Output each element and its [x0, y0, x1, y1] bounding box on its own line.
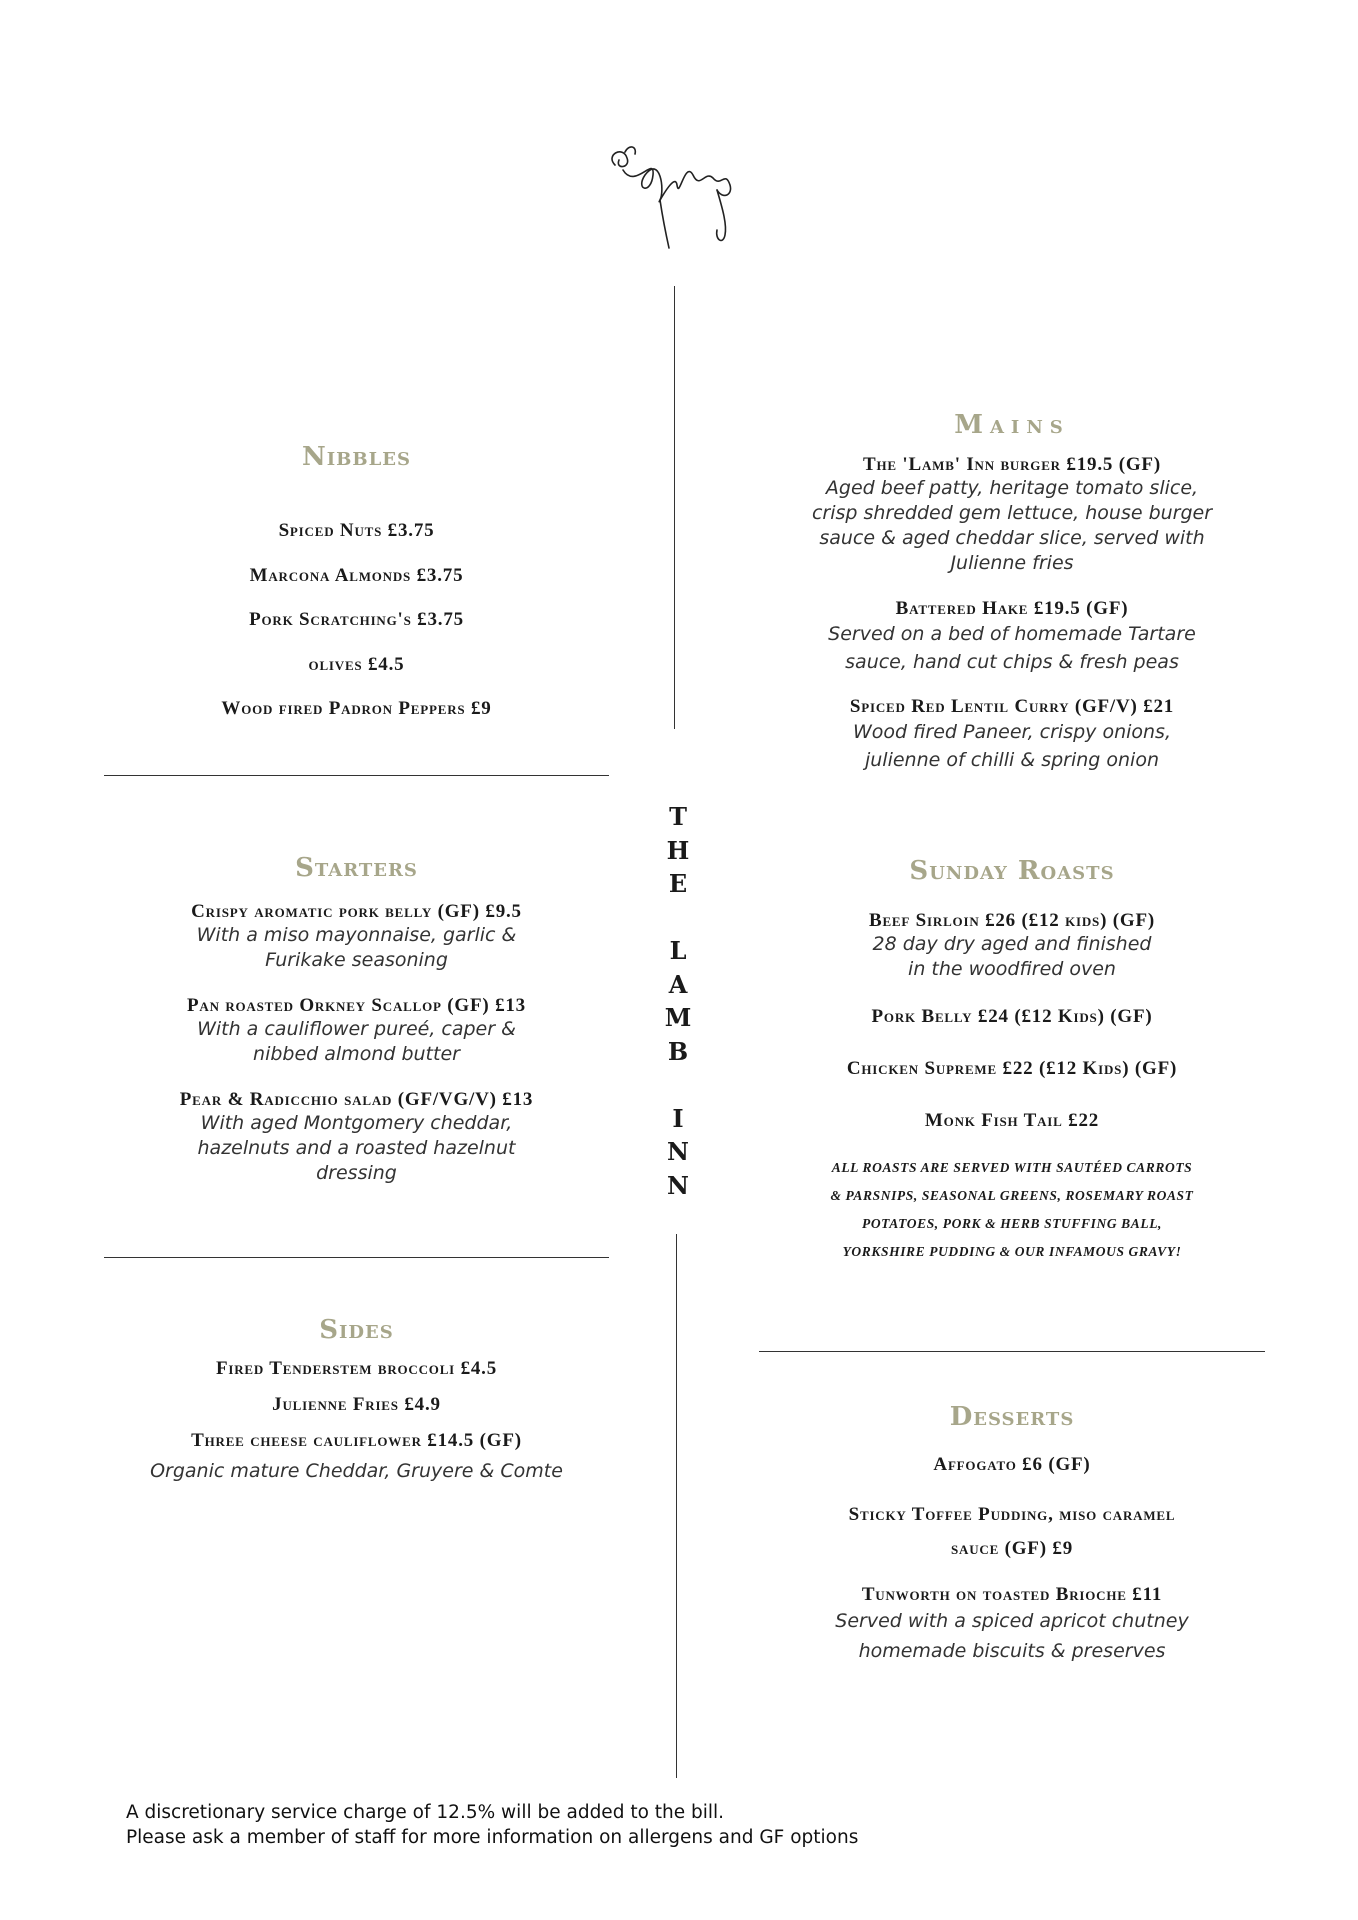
menu-item-title: Tunworth on toasted Brioche £11 — [861, 1584, 1163, 1605]
divider-vertical-bottom — [676, 1234, 677, 1778]
desserts-heading: Desserts — [949, 1402, 1075, 1432]
starters-section — [104, 853, 609, 1186]
vertical-letter: L — [669, 936, 687, 965]
vertical-letter: N — [667, 1137, 689, 1166]
nibbles-section — [104, 442, 609, 732]
menu-item: olives £4.5 — [308, 653, 405, 675]
menu-item-title: Pan roasted Orkney Scallop (GF) £13 — [187, 995, 526, 1016]
menu-item: Spiced Nuts £3.75 — [278, 520, 435, 541]
nibbles-heading: Nibbles — [302, 442, 411, 472]
menu-item-title: Julienne Fries £4.9 — [272, 1394, 441, 1415]
menu-item-description: nibbed almond butter — [253, 1043, 460, 1065]
roast-note: & PARSNIPS, SEASONAL GREENS, ROSEMARY ROAST — [830, 1188, 1194, 1203]
menu-item-description: Served on a bed of homemade Tartare — [828, 623, 1196, 645]
divider — [759, 1351, 1265, 1352]
menu-item-title: Pear & Radicchio salad (GF/VG/V) £13 — [179, 1089, 534, 1110]
menu-item-description: With a miso mayonnaise, garlic & — [196, 924, 517, 946]
vertical-letter: M — [664, 1003, 692, 1032]
vertical-letter: B — [667, 1036, 689, 1066]
menu-item-title: sauce (GF) £9 — [950, 1538, 1073, 1559]
vertical-letter: A — [668, 969, 688, 999]
sunday-roasts-section — [759, 856, 1265, 1266]
restaurant-name-vertical — [664, 800, 692, 1202]
vertical-letter: N — [667, 1170, 689, 1200]
menu-item-description: Organic mature Cheddar, Gruyere & Comte — [150, 1460, 563, 1482]
footer-notice — [126, 1800, 858, 1850]
vertical-letter: I — [672, 1103, 684, 1133]
menu-item-description: sauce & aged cheddar slice, served with — [819, 527, 1205, 549]
menu-item-title: Sticky Toffee Pudding, miso caramel — [848, 1504, 1176, 1525]
desserts-section — [759, 1402, 1265, 1666]
menu-item-description: With aged Montgomery cheddar, — [200, 1112, 513, 1134]
menu-item-title: Beef Sirloin £26 (£12 kids) (GF) — [868, 910, 1156, 931]
divider — [104, 775, 609, 776]
menu-item-description: in the woodfired oven — [908, 958, 1116, 980]
menu-item-title: Fired Tenderstem broccoli £4.5 — [215, 1358, 498, 1379]
mains-section — [759, 410, 1265, 774]
menu-item-description: Furikake seasoning — [265, 949, 448, 971]
sides-heading: Sides — [319, 1315, 394, 1345]
menu-item: Marcona Almonds £3.75 — [249, 564, 464, 586]
menu-item-title: Affogato £6 (GF) — [933, 1454, 1091, 1475]
menu-item-title: Pork Belly £24 (£12 Kids) (GF) — [871, 1006, 1153, 1027]
menu-item-description: crisp shredded gem lettuce, house burger — [811, 502, 1213, 524]
roast-note: ALL ROASTS ARE SERVED WITH SAUTÉED CARROTS — [831, 1160, 1193, 1175]
mains-heading: Mains — [954, 410, 1070, 440]
menu-item-title: Three cheese cauliflower £14.5 (GF) — [191, 1430, 522, 1451]
menu-item-title: Monk Fish Tail £22 — [924, 1110, 1100, 1131]
menu-item-description: With a cauliflower pureé, caper & — [197, 1018, 516, 1040]
divider — [104, 1257, 609, 1258]
menu-item-title: Chicken Supreme £22 (£12 Kids) (GF) — [846, 1058, 1178, 1079]
divider-vertical-top — [674, 286, 675, 729]
allergen-note: Please ask a member of staff for more information on allergens and GF options — [126, 1827, 859, 1848]
menu-item-description: Wood fired Paneer, crispy onions, — [852, 721, 1171, 743]
lamb-logo — [605, 130, 755, 255]
menu-item-description: dressing — [316, 1162, 397, 1184]
menu-item-title: Crispy aromatic pork belly (GF) £9.5 — [191, 901, 522, 922]
menu-item-description: julienne of chilli & spring onion — [864, 749, 1160, 771]
menu-item-description: Served with a spiced apricot chutney — [835, 1610, 1189, 1632]
menu-item-description: homemade biscuits & preserves — [858, 1640, 1166, 1662]
roast-note: POTATOES, PORK & HERB STUFFING BALL, — [861, 1216, 1163, 1231]
menu-item-description: 28 day dry aged and finished — [872, 933, 1152, 955]
roast-note: YORKSHIRE PUDDING & OUR INFAMOUS GRAVY! — [842, 1244, 1182, 1259]
menu-item-description: Julienne fries — [950, 552, 1074, 574]
vertical-letter: T — [669, 802, 687, 831]
menu-item-description: sauce, hand cut chips & fresh peas — [845, 651, 1179, 673]
menu-item-title: Spiced Red Lentil Curry (GF/V) £21 — [849, 696, 1175, 717]
menu-item: Wood fired Padron Peppers £9 — [221, 698, 492, 719]
vertical-letter: H — [666, 835, 690, 865]
sunday-roasts-heading: Sunday Roasts — [909, 856, 1115, 886]
menu-item-description: hazelnuts and a roasted hazelnut — [197, 1137, 516, 1159]
menu-item: Pork Scratching's £3.75 — [249, 609, 464, 630]
vertical-letter — [664, 1068, 692, 1102]
menu-item-title: Battered Hake £19.5 (GF) — [895, 598, 1129, 619]
service-charge-note: A discretionary service charge of 12.5% will be added to the bill. — [126, 1802, 725, 1823]
vertical-letter: E — [668, 869, 688, 898]
sides-section — [104, 1315, 609, 1484]
menu-item-title: The 'Lamb' Inn burger £19.5 (GF) — [863, 454, 1161, 475]
starters-heading: Starters — [295, 853, 418, 883]
menu-item-description: Aged beef patty, heritage tomato slice, — [825, 477, 1199, 499]
vertical-letter — [664, 901, 692, 935]
